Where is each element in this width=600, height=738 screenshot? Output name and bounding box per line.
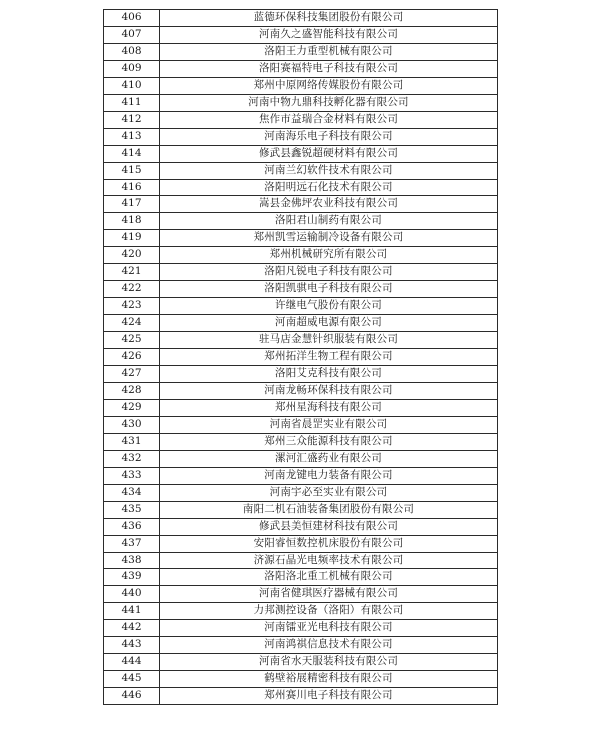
company-name-cell: 河南海乐电子科技有限公司 bbox=[160, 128, 498, 145]
company-name-cell: 洛阳君山制药有限公司 bbox=[160, 213, 498, 230]
row-number-cell: 444 bbox=[104, 654, 160, 671]
table-row bbox=[104, 450, 498, 467]
table-row bbox=[104, 179, 498, 196]
row-number-cell: 411 bbox=[104, 94, 160, 111]
table-row bbox=[104, 26, 498, 43]
table-row bbox=[104, 586, 498, 603]
row-number-cell: 445 bbox=[104, 671, 160, 688]
row-number-cell: 413 bbox=[104, 128, 160, 145]
row-number-cell: 418 bbox=[104, 213, 160, 230]
row-number-cell: 437 bbox=[104, 535, 160, 552]
company-name-cell: 修武县美恒建材科技有限公司 bbox=[160, 518, 498, 535]
table-row bbox=[104, 213, 498, 230]
company-name-cell: 洛阳洛北重工机械有限公司 bbox=[160, 569, 498, 586]
table-row bbox=[104, 603, 498, 620]
company-name-cell: 蓝德环保科技集团股份有限公司 bbox=[160, 10, 498, 27]
table-row bbox=[104, 10, 498, 27]
row-number-cell: 439 bbox=[104, 569, 160, 586]
row-number-cell: 433 bbox=[104, 467, 160, 484]
company-name-cell: 郑州凯雪运输制冷设备有限公司 bbox=[160, 230, 498, 247]
company-list-body bbox=[104, 10, 498, 705]
row-number-cell: 409 bbox=[104, 60, 160, 77]
row-number-cell: 430 bbox=[104, 416, 160, 433]
row-number-cell: 427 bbox=[104, 366, 160, 383]
row-number-cell: 432 bbox=[104, 450, 160, 467]
company-name-cell: 河南久之盛智能科技有限公司 bbox=[160, 26, 498, 43]
table-row bbox=[104, 671, 498, 688]
table-row bbox=[104, 43, 498, 60]
company-name-cell: 洛阳王力重型机械有限公司 bbox=[160, 43, 498, 60]
row-number-cell: 424 bbox=[104, 315, 160, 332]
company-name-cell: 洛阳艾克科技有限公司 bbox=[160, 366, 498, 383]
company-name-cell: 河南省水天服装科技有限公司 bbox=[160, 654, 498, 671]
row-number-cell: 429 bbox=[104, 399, 160, 416]
table-row bbox=[104, 484, 498, 501]
company-name-cell: 焦作市益瑞合金材料有限公司 bbox=[160, 111, 498, 128]
company-name-cell: 郑州赛川电子科技有限公司 bbox=[160, 688, 498, 705]
company-name-cell: 河南兰幻软件技术有限公司 bbox=[160, 162, 498, 179]
row-number-cell: 438 bbox=[104, 552, 160, 569]
row-number-cell: 423 bbox=[104, 298, 160, 315]
row-number-cell: 443 bbox=[104, 637, 160, 654]
table-row bbox=[104, 315, 498, 332]
company-list-table bbox=[103, 9, 498, 705]
company-name-cell: 鹤壁裕展精密科技有限公司 bbox=[160, 671, 498, 688]
company-name-cell: 嵩县金佛坪农业科技有限公司 bbox=[160, 196, 498, 213]
row-number-cell: 412 bbox=[104, 111, 160, 128]
row-number-cell: 446 bbox=[104, 688, 160, 705]
table-row bbox=[104, 366, 498, 383]
company-name-cell: 洛阳凯骐电子科技有限公司 bbox=[160, 281, 498, 298]
table-row bbox=[104, 552, 498, 569]
table-row bbox=[104, 433, 498, 450]
row-number-cell: 426 bbox=[104, 349, 160, 366]
table-row bbox=[104, 281, 498, 298]
row-number-cell: 441 bbox=[104, 603, 160, 620]
row-number-cell: 410 bbox=[104, 77, 160, 94]
table-row bbox=[104, 264, 498, 281]
company-name-cell: 修武县鑫锐超硬材料有限公司 bbox=[160, 145, 498, 162]
company-name-cell: 河南中物九鼎科技孵化器有限公司 bbox=[160, 94, 498, 111]
table-row bbox=[104, 349, 498, 366]
table-row bbox=[104, 196, 498, 213]
row-number-cell: 417 bbox=[104, 196, 160, 213]
row-number-cell: 416 bbox=[104, 179, 160, 196]
company-name-cell: 河南超威电源有限公司 bbox=[160, 315, 498, 332]
table-row bbox=[104, 688, 498, 705]
company-name-cell: 郑州机械研究所有限公司 bbox=[160, 247, 498, 264]
company-name-cell: 河南省晨罡实业有限公司 bbox=[160, 416, 498, 433]
company-name-cell: 安阳睿恒数控机床股份有限公司 bbox=[160, 535, 498, 552]
table-row bbox=[104, 111, 498, 128]
company-name-cell: 郑州星海科技有限公司 bbox=[160, 399, 498, 416]
company-name-cell: 河南宇必至实业有限公司 bbox=[160, 484, 498, 501]
table-row bbox=[104, 416, 498, 433]
company-name-cell: 河南龙畅环保科技有限公司 bbox=[160, 382, 498, 399]
row-number-cell: 421 bbox=[104, 264, 160, 281]
row-number-cell: 415 bbox=[104, 162, 160, 179]
table-row bbox=[104, 518, 498, 535]
row-number-cell: 425 bbox=[104, 332, 160, 349]
company-name-cell: 洛阳凡锐电子科技有限公司 bbox=[160, 264, 498, 281]
table-row bbox=[104, 298, 498, 315]
company-name-cell: 驻马店金慧针织服装有限公司 bbox=[160, 332, 498, 349]
row-number-cell: 435 bbox=[104, 501, 160, 518]
row-number-cell: 420 bbox=[104, 247, 160, 264]
table-row bbox=[104, 230, 498, 247]
company-name-cell: 漯河汇盛药业有限公司 bbox=[160, 450, 498, 467]
document-sheet bbox=[103, 9, 495, 705]
table-row bbox=[104, 535, 498, 552]
company-name-cell: 许继电气股份有限公司 bbox=[160, 298, 498, 315]
row-number-cell: 407 bbox=[104, 26, 160, 43]
table-row bbox=[104, 569, 498, 586]
table-row bbox=[104, 654, 498, 671]
company-name-cell: 河南龙键电力装备有限公司 bbox=[160, 467, 498, 484]
company-name-cell: 洛阳赛福特电子科技有限公司 bbox=[160, 60, 498, 77]
row-number-cell: 422 bbox=[104, 281, 160, 298]
table-row bbox=[104, 128, 498, 145]
table-row bbox=[104, 162, 498, 179]
row-number-cell: 406 bbox=[104, 10, 160, 27]
company-name-cell: 河南鸿祺信息技术有限公司 bbox=[160, 637, 498, 654]
table-row bbox=[104, 60, 498, 77]
company-name-cell: 力邦测控设备（洛阳）有限公司 bbox=[160, 603, 498, 620]
company-name-cell: 济源石晶光电频率技术有限公司 bbox=[160, 552, 498, 569]
table-row bbox=[104, 620, 498, 637]
row-number-cell: 414 bbox=[104, 145, 160, 162]
table-row bbox=[104, 332, 498, 349]
row-number-cell: 436 bbox=[104, 518, 160, 535]
row-number-cell: 428 bbox=[104, 382, 160, 399]
row-number-cell: 419 bbox=[104, 230, 160, 247]
company-name-cell: 郑州中原网络传媒股份有限公司 bbox=[160, 77, 498, 94]
company-name-cell: 洛阳明远石化技术有限公司 bbox=[160, 179, 498, 196]
table-row bbox=[104, 94, 498, 111]
table-row bbox=[104, 467, 498, 484]
company-name-cell: 河南镭亚光电科技有限公司 bbox=[160, 620, 498, 637]
table-row bbox=[104, 247, 498, 264]
row-number-cell: 440 bbox=[104, 586, 160, 603]
company-name-cell: 南阳二机石油装备集团股份有限公司 bbox=[160, 501, 498, 518]
row-number-cell: 442 bbox=[104, 620, 160, 637]
company-name-cell: 河南省健琪医疗器械有限公司 bbox=[160, 586, 498, 603]
table-row bbox=[104, 77, 498, 94]
row-number-cell: 408 bbox=[104, 43, 160, 60]
table-row bbox=[104, 501, 498, 518]
table-row bbox=[104, 399, 498, 416]
table-row bbox=[104, 382, 498, 399]
table-row bbox=[104, 637, 498, 654]
row-number-cell: 434 bbox=[104, 484, 160, 501]
company-name-cell: 郑州拓洋生物工程有限公司 bbox=[160, 349, 498, 366]
company-name-cell: 郑州三众能源科技有限公司 bbox=[160, 433, 498, 450]
row-number-cell: 431 bbox=[104, 433, 160, 450]
table-row bbox=[104, 145, 498, 162]
